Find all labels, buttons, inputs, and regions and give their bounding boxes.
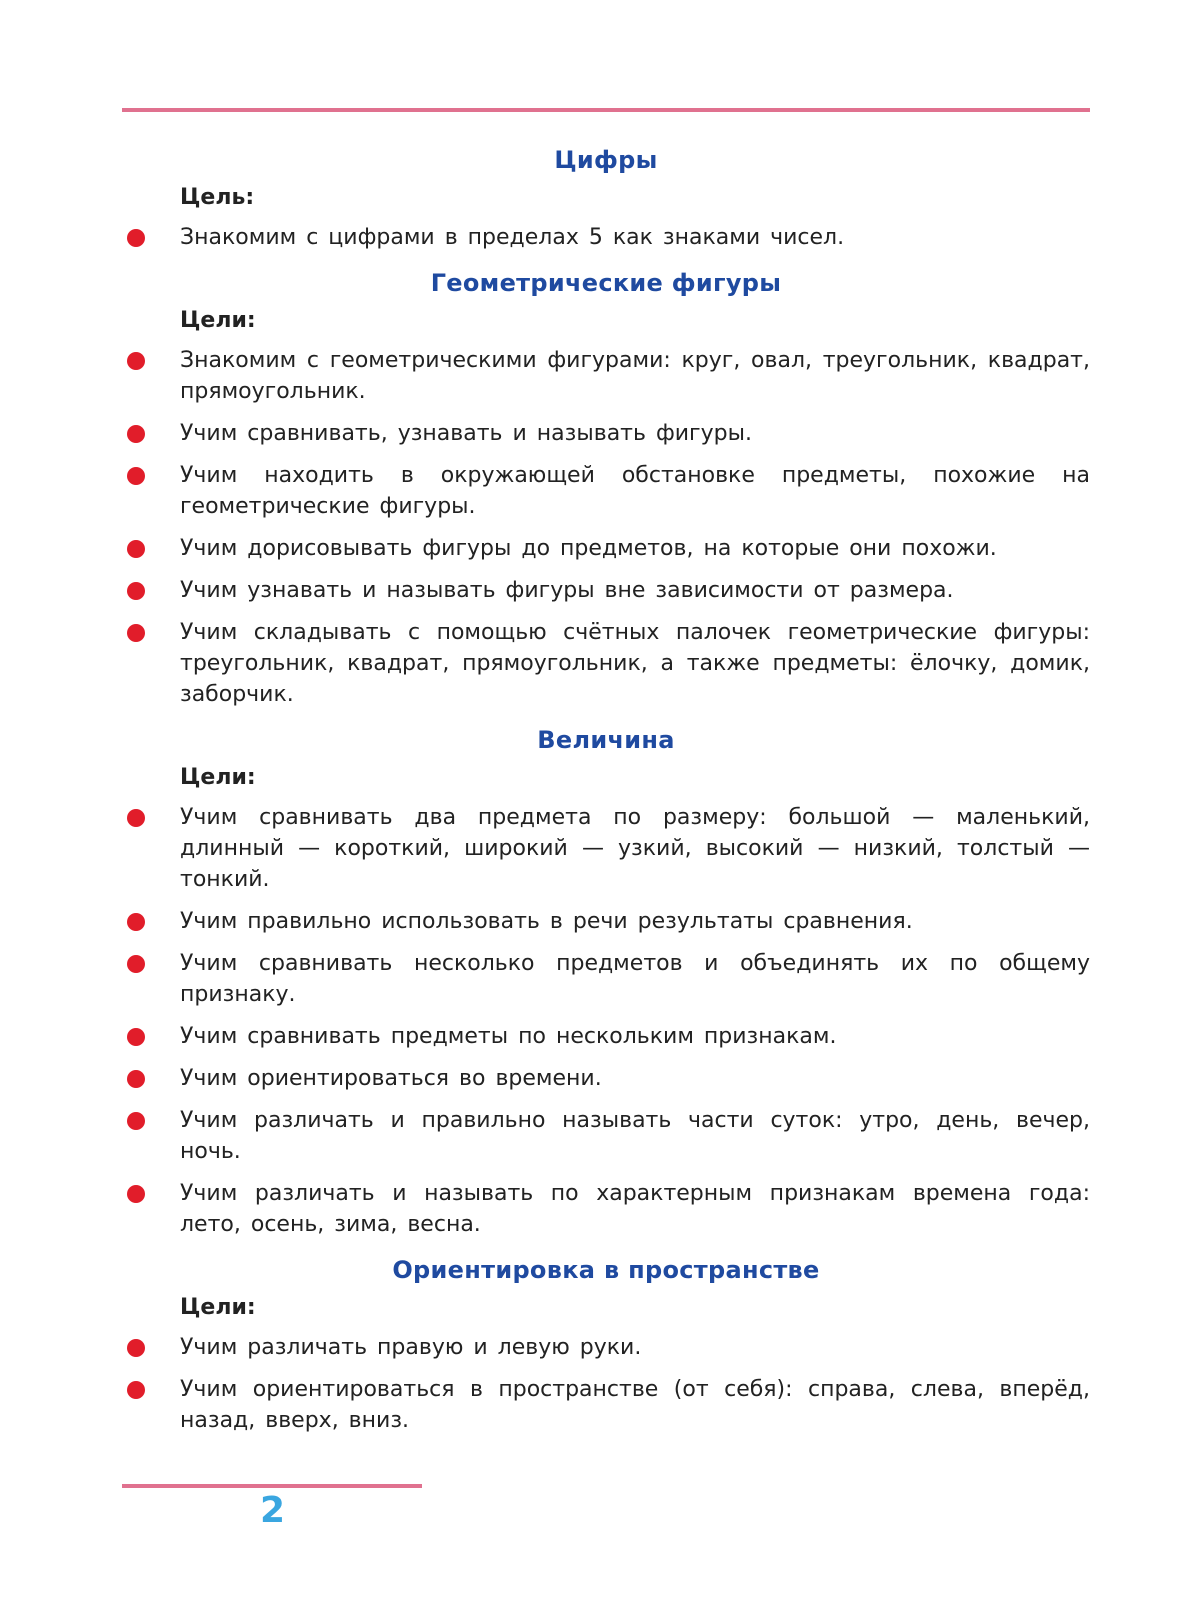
bullet-dot-icon <box>127 467 145 485</box>
goal-label: Цель: <box>180 185 255 210</box>
bullet-dot-icon <box>127 1185 145 1203</box>
bullet-dot-icon <box>127 425 145 443</box>
list-item: Знакомим с цифрами в пределах 5 как знаками чисел. <box>122 222 1090 253</box>
page-number: 2 <box>260 1490 286 1531</box>
goal-list <box>122 1332 1090 1436</box>
bullet-dot-icon <box>127 229 145 247</box>
section-geometric-shapes <box>122 265 1090 710</box>
goal-label: Цели: <box>180 1295 256 1320</box>
top-divider <box>122 108 1090 112</box>
bullet-dot-icon <box>127 955 145 973</box>
list-item: Учим складывать с помощью счётных палочек геометрические фигуры: треугольник, квадрат, прямоугольник, а также предметы: ёлочку, домик, заборчик. <box>122 617 1090 710</box>
goal-list <box>122 345 1090 710</box>
bullet-dot-icon <box>127 1381 145 1399</box>
list-item: Учим находить в окружающей обстановке предметы, похожие на геометрические фигуры. <box>122 460 1090 522</box>
bullet-dot-icon <box>127 809 145 827</box>
section-title: Величина <box>537 726 675 754</box>
goal-list <box>122 222 1090 253</box>
document-body <box>122 130 1090 1447</box>
goal-label: Цели: <box>180 308 256 333</box>
list-item: Учим ориентироваться в пространстве (от себя): справа, слева, вперёд, назад, вверх, вниз. <box>122 1374 1090 1436</box>
list-item: Учим ориентироваться во времени. <box>122 1063 1090 1094</box>
list-item: Учим сравнивать, узнавать и называть фигуры. <box>122 418 1090 449</box>
section-title: Цифры <box>554 146 658 174</box>
list-item: Учим различать правую и левую руки. <box>122 1332 1090 1363</box>
list-item: Учим различать и правильно называть части суток: утро, день, вечер, ночь. <box>122 1105 1090 1167</box>
bullet-dot-icon <box>127 624 145 642</box>
list-item: Учим правильно использовать в речи результаты сравнения. <box>122 906 1090 937</box>
section-spatial-orientation <box>122 1252 1090 1436</box>
list-item: Учим сравнивать предметы по нескольким признакам. <box>122 1021 1090 1052</box>
bullet-dot-icon <box>127 352 145 370</box>
section-title: Геометрические фигуры <box>430 269 782 297</box>
list-item: Учим сравнивать несколько предметов и объединять их по общему признаку. <box>122 948 1090 1010</box>
bullet-dot-icon <box>127 1028 145 1046</box>
section-size <box>122 722 1090 1240</box>
list-item: Учим сравнивать два предмета по размеру: большой — маленький, длинный — короткий, широкий — узкий, высокий — низкий, толстый — тонкий. <box>122 802 1090 895</box>
bullet-dot-icon <box>127 913 145 931</box>
bullet-dot-icon <box>127 1112 145 1130</box>
section-title: Ориентировка в пространстве <box>392 1256 820 1284</box>
list-item: Учим дорисовывать фигуры до предметов, на которые они похожи. <box>122 533 1090 564</box>
goal-label: Цели: <box>180 765 256 790</box>
bullet-dot-icon <box>127 540 145 558</box>
list-item: Знакомим с геометрическими фигурами: круг, овал, треугольник, квадрат, прямоугольник. <box>122 345 1090 407</box>
section-digits <box>122 142 1090 253</box>
list-item: Учим различать и называть по характерным признакам времена года: лето, осень, зима, весна. <box>122 1178 1090 1240</box>
bullet-dot-icon <box>127 582 145 600</box>
list-item: Учим узнавать и называть фигуры вне зависимости от размера. <box>122 575 1090 606</box>
bullet-dot-icon <box>127 1339 145 1357</box>
goal-list <box>122 802 1090 1240</box>
bottom-divider <box>122 1484 422 1488</box>
bullet-dot-icon <box>127 1070 145 1088</box>
